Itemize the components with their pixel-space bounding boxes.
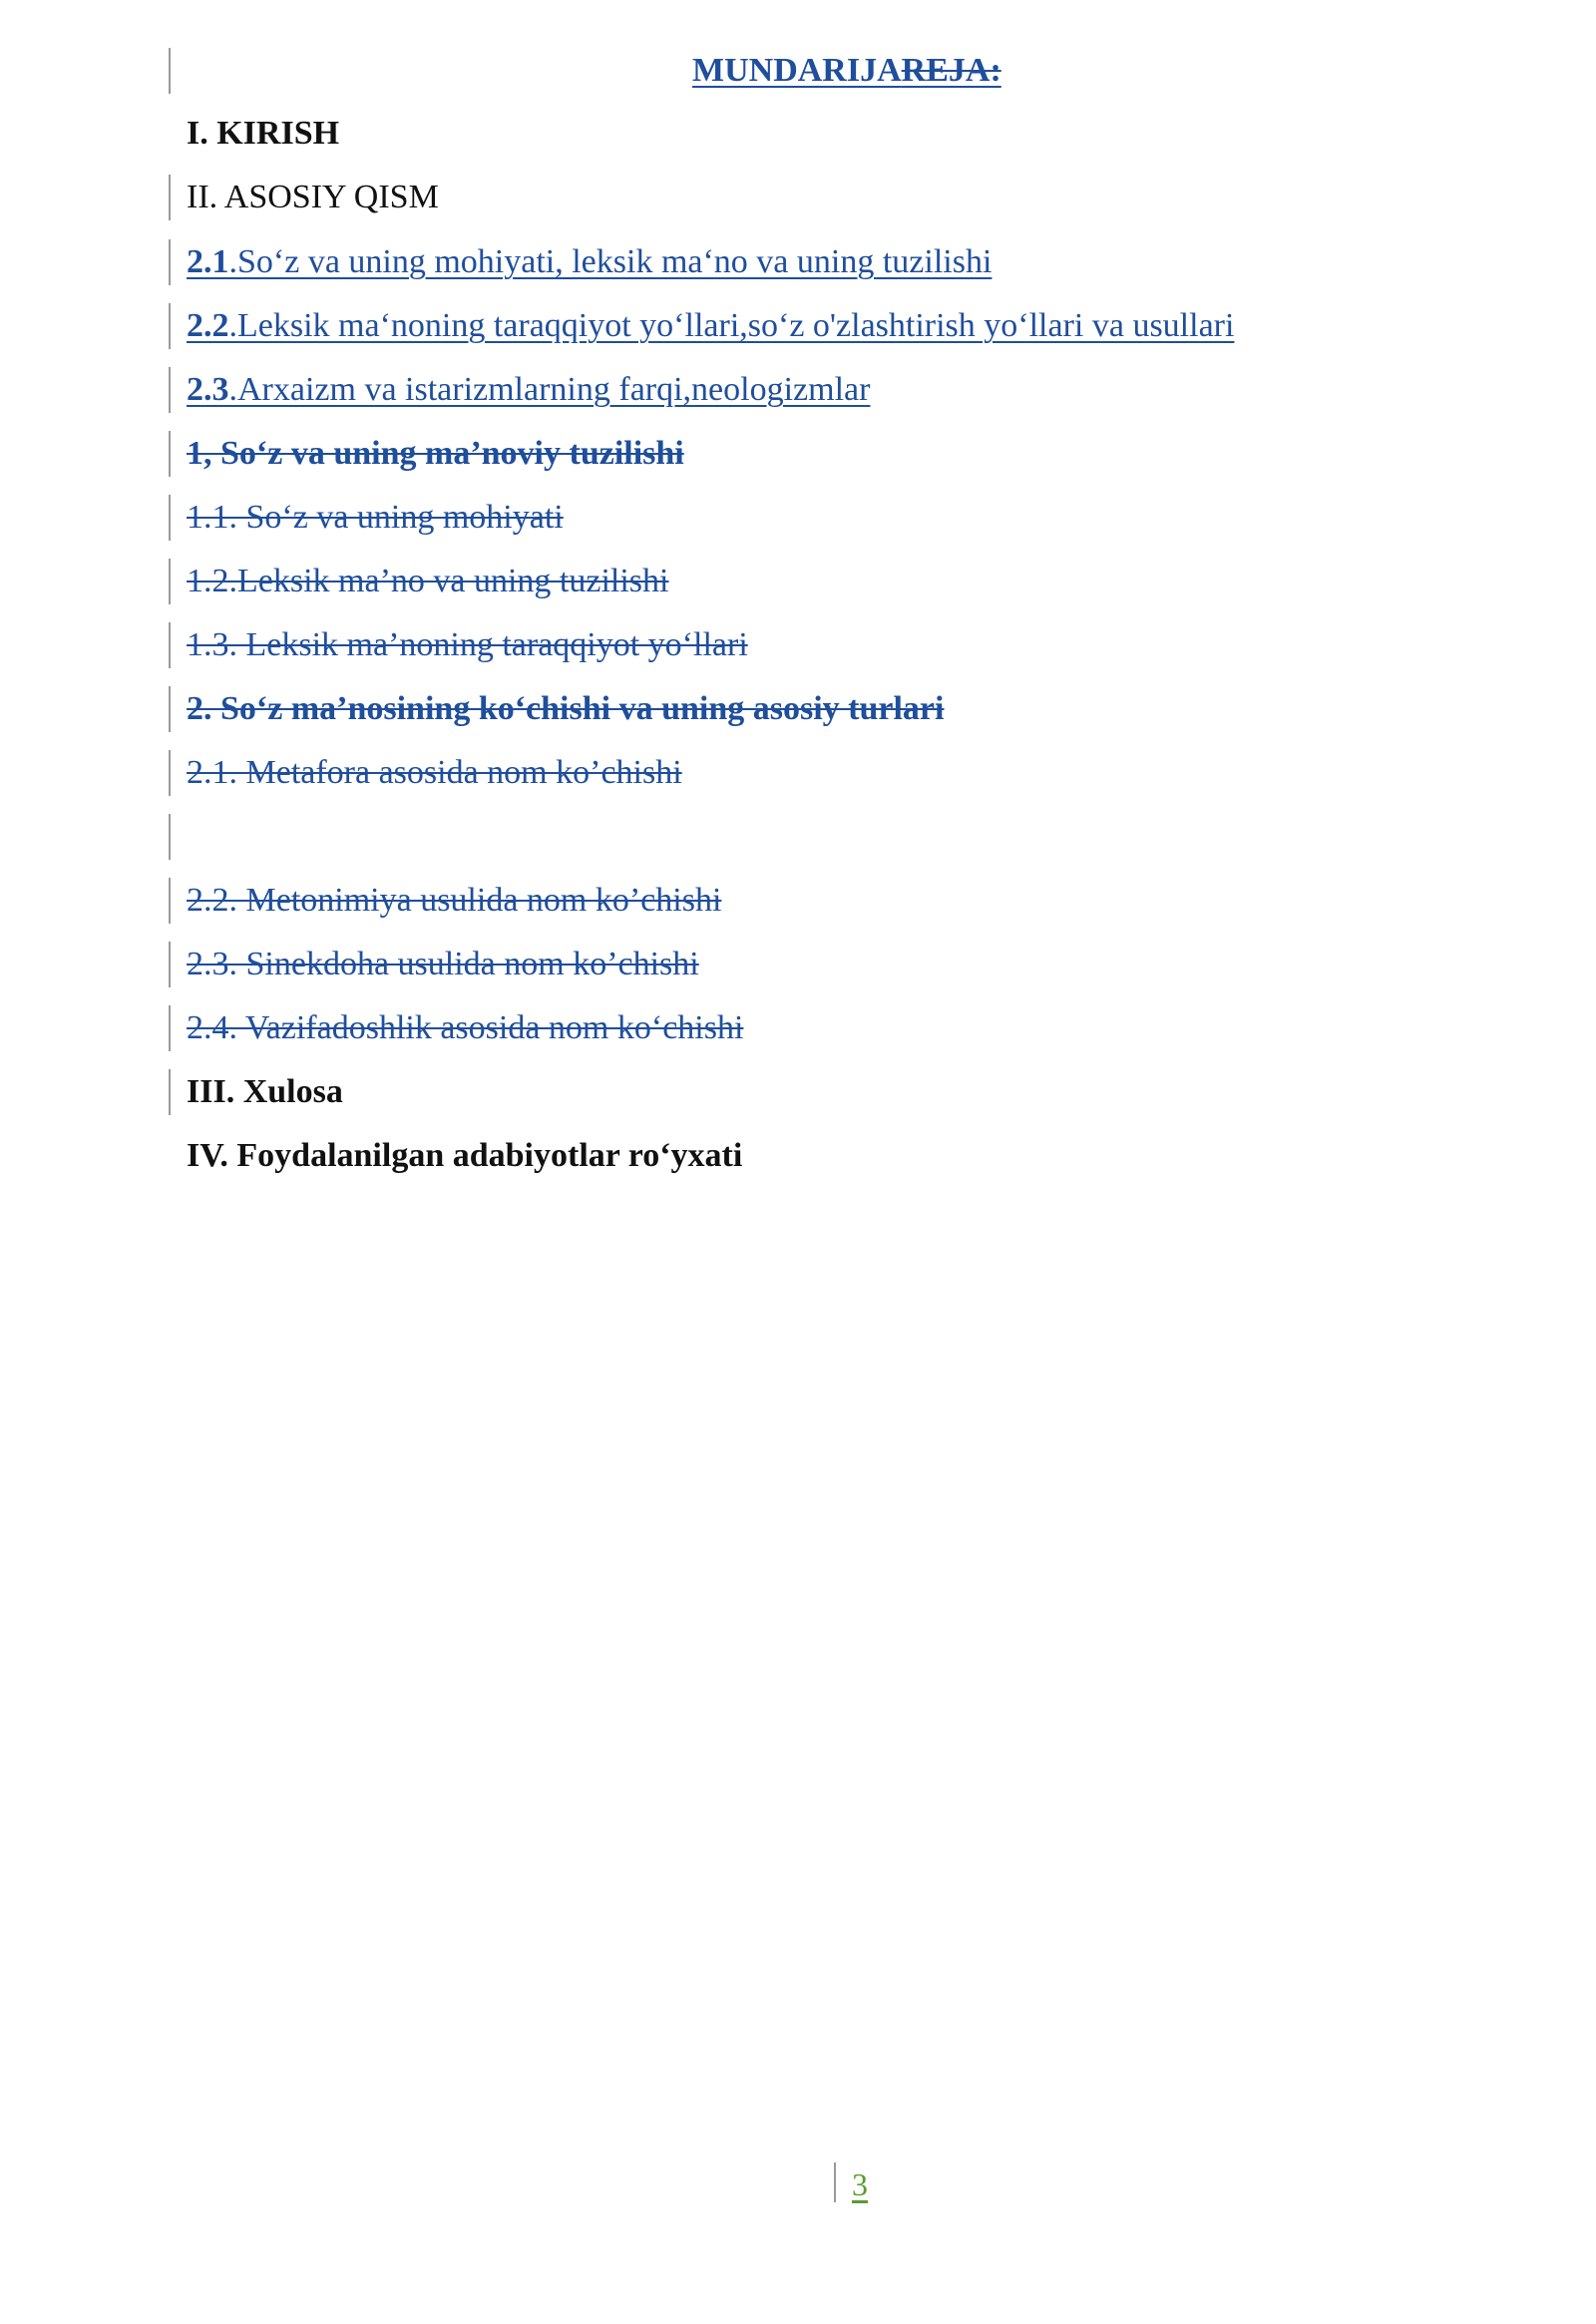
change-bar	[169, 367, 171, 413]
deleted-item: 2.3. Sinekdoha usulida nom ko’chishi	[187, 946, 699, 982]
toc-item-2-1[interactable]	[187, 239, 992, 285]
deleted-item: 2.2. Metonimiya usulida nom ko’chishi	[187, 882, 722, 919]
change-bar	[169, 303, 171, 349]
toc-item-text: .So‘z va uning mohiyati, leksik ma‘no va uning tuzilishi	[228, 243, 993, 280]
deleted-item: 1.1. So‘z va uning mohiyati	[187, 499, 564, 536]
section-references: IV. Foydalanilgan adabiyotlar ro‘yxati	[187, 1137, 743, 1174]
change-bar	[169, 878, 171, 924]
title-inserted-text: MUNDARIJA	[692, 52, 902, 89]
section-main	[187, 175, 439, 220]
section-intro: I. KIRISH	[187, 115, 340, 152]
deleted-item: 2. So‘z ma’nosining ko‘chishi va uning asosiy turlari	[187, 690, 945, 727]
change-bar	[169, 431, 171, 477]
toc-item-number: 2.3	[187, 371, 229, 408]
change-bar	[169, 559, 171, 604]
toc-item-number: 2.1	[187, 243, 229, 280]
deleted-item: 1.3. Leksik ma’noning taraqqiyot yo‘llari	[187, 626, 748, 663]
page-number: 3	[852, 2166, 868, 2202]
change-bar	[169, 942, 171, 987]
change-bar	[169, 686, 171, 732]
toc-item-number: 2.2	[187, 307, 229, 344]
title-deleted-text: REJA:	[901, 52, 1001, 89]
toc-item-text: .Arxaizm va istarizmlarning farqi,neologizmlar	[228, 371, 871, 408]
change-bar	[169, 750, 171, 796]
change-bar	[169, 239, 171, 285]
change-bar	[834, 2162, 836, 2202]
toc-item-2-3[interactable]	[187, 367, 870, 413]
change-bar	[169, 495, 171, 541]
change-bar	[169, 48, 171, 94]
section-conclusion: III. Xulosa	[187, 1073, 343, 1110]
deleted-item: 2.1. Metafora asosida nom ko’chishi	[187, 754, 682, 791]
change-bar	[169, 175, 171, 220]
deleted-item: 2.4. Vazifadoshlik asosida nom ko‘chishi	[187, 1009, 744, 1046]
toc-title	[692, 48, 1001, 94]
change-bar	[169, 622, 171, 668]
change-bar	[169, 1005, 171, 1051]
toc-item-text: .Leksik ma‘noning taraqqiyot yo‘llari,so‘z o'zlashtirish yo‘llari va usullari	[228, 307, 1235, 344]
change-bar	[169, 814, 171, 860]
section-main-label: II. ASOSIY QISM	[187, 179, 439, 215]
toc-item-2-2[interactable]	[187, 303, 1234, 349]
deleted-item: 1.2.Leksik ma’no va uning tuzilishi	[187, 563, 669, 599]
change-bar	[169, 1069, 171, 1115]
deleted-item: 1, So‘z va uning ma’noviy tuzilishi	[187, 435, 684, 472]
